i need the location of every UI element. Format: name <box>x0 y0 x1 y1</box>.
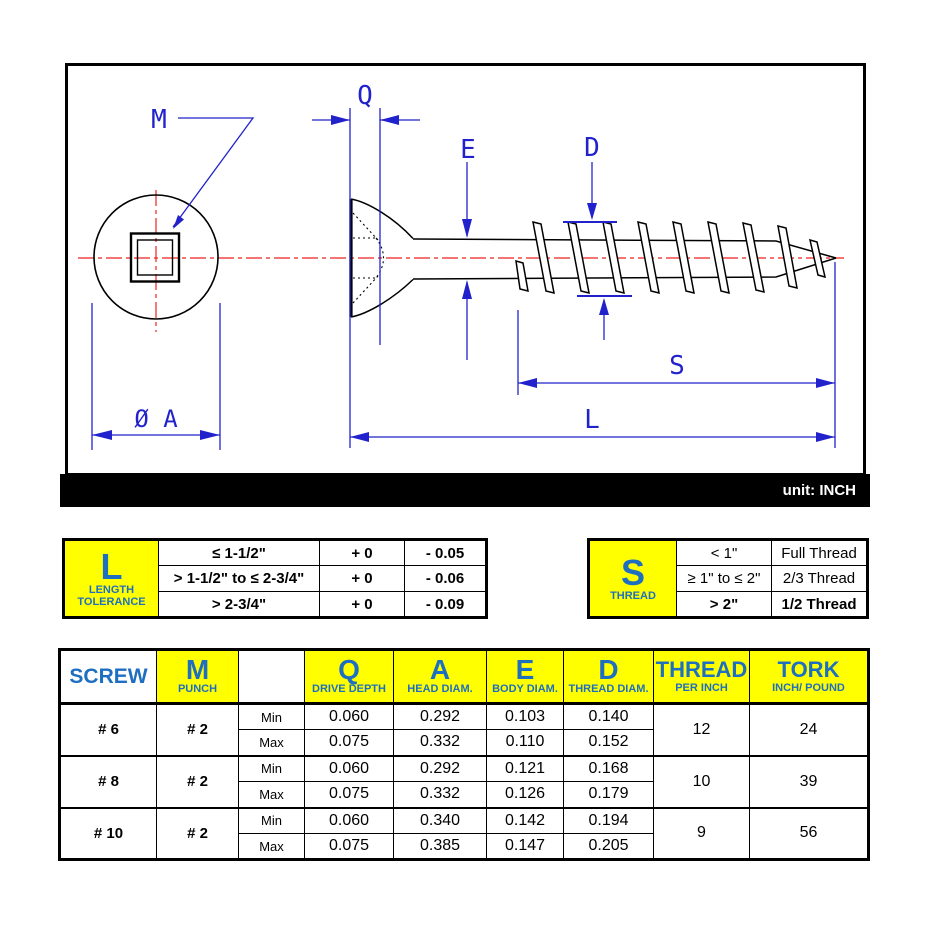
spec-row-10-min <box>60 808 869 834</box>
screw-size: # 6 <box>60 704 157 756</box>
unit-bar <box>60 474 870 507</box>
e-sub: BODY DIAM. <box>492 683 558 695</box>
tork: 56 <box>750 808 869 860</box>
col-header-thread <box>654 650 750 704</box>
tork-letter: TORK <box>777 657 840 682</box>
dim-label-d: D <box>584 133 600 163</box>
l-plus: + 0 <box>320 540 405 566</box>
s-range: < 1" <box>677 540 772 566</box>
col-header-tork <box>750 650 869 704</box>
s-range: > 2" <box>677 592 772 618</box>
screw-size: # 10 <box>60 808 157 860</box>
d-sub: THREAD DIAM. <box>568 683 649 695</box>
l-plus: + 0 <box>320 566 405 592</box>
l-range: > 2-3/4" <box>159 592 320 618</box>
punch-size: # 2 <box>157 704 239 756</box>
a-sub: HEAD DIAM. <box>407 683 473 695</box>
thread-per-inch: 12 <box>654 704 750 756</box>
col-header-m <box>157 650 239 704</box>
min-label: Min <box>239 808 305 834</box>
q-sub: DRIVE DEPTH <box>312 683 386 695</box>
spec-row-8-min <box>60 756 869 782</box>
a-max: 0.332 <box>394 730 487 756</box>
thread-per-inch: 9 <box>654 808 750 860</box>
col-header-blank <box>239 650 305 704</box>
d-min: 0.140 <box>564 704 654 730</box>
punch-size: # 2 <box>157 756 239 808</box>
m-letter: M <box>185 654 210 685</box>
a-min: 0.292 <box>394 704 487 730</box>
thread-per-inch: 10 <box>654 756 750 808</box>
tork: 24 <box>750 704 869 756</box>
min-label: Min <box>239 704 305 730</box>
d-min: 0.168 <box>564 756 654 782</box>
e-min: 0.142 <box>487 808 564 834</box>
dim-label-m: M <box>151 105 167 135</box>
l-range: ≤ 1-1/2" <box>159 540 320 566</box>
length-tolerance-table <box>62 538 488 619</box>
a-min: 0.292 <box>394 756 487 782</box>
l-minus: - 0.05 <box>405 540 487 566</box>
a-max: 0.385 <box>394 834 487 860</box>
s-value: Full Thread <box>772 540 868 566</box>
e-max: 0.147 <box>487 834 564 860</box>
l-minus: - 0.09 <box>405 592 487 618</box>
a-min: 0.340 <box>394 808 487 834</box>
q-letter: Q <box>338 654 360 685</box>
q-min: 0.060 <box>305 704 394 730</box>
punch-size: # 2 <box>157 808 239 860</box>
col-header-d <box>564 650 654 704</box>
max-label: Max <box>239 730 305 756</box>
d-max: 0.179 <box>564 782 654 808</box>
e-min: 0.103 <box>487 704 564 730</box>
d-letter: D <box>598 654 619 685</box>
d-max: 0.205 <box>564 834 654 860</box>
col-header-a <box>394 650 487 704</box>
l-plus: + 0 <box>320 592 405 618</box>
unit-label: unit: INCH <box>782 482 856 499</box>
dim-label-q: Q <box>357 81 373 111</box>
screw-spec-table <box>58 648 870 861</box>
col-header-screw: SCREW <box>69 664 148 688</box>
badge-letter-s: S <box>620 551 645 593</box>
s-range: ≥ 1" to ≤ 2" <box>677 566 772 592</box>
thread-length-table <box>587 538 869 619</box>
dim-label-e: E <box>460 135 476 165</box>
max-label: Max <box>239 782 305 808</box>
badge-title-thread: THREAD <box>610 589 656 602</box>
q-max: 0.075 <box>305 730 394 756</box>
dim-label-s: S <box>669 351 685 381</box>
q-min: 0.060 <box>305 808 394 834</box>
m-sub: PUNCH <box>177 683 218 695</box>
tork: 39 <box>750 756 869 808</box>
col-header-q <box>305 650 394 704</box>
thread-sub: PER INCH <box>675 682 728 694</box>
spec-header-row <box>60 650 869 704</box>
q-min: 0.060 <box>305 756 394 782</box>
e-min: 0.121 <box>487 756 564 782</box>
l-minus: - 0.06 <box>405 566 487 592</box>
max-label: Max <box>239 834 305 860</box>
e-max: 0.126 <box>487 782 564 808</box>
tork-sub: INCH/ POUND <box>772 682 845 694</box>
a-letter: A <box>429 654 451 685</box>
thread-badge <box>589 540 677 618</box>
s-value: 1/2 Thread <box>772 592 868 618</box>
e-max: 0.110 <box>487 730 564 756</box>
drawing-frame <box>67 65 865 475</box>
badge-title-length: LENGTH <box>88 583 135 596</box>
q-max: 0.075 <box>305 782 394 808</box>
l-range: > 1-1/2" to ≤ 2-3/4" <box>159 566 320 592</box>
badge-title-tolerance: TOLERANCE <box>77 595 146 608</box>
col-header-e <box>487 650 564 704</box>
q-max: 0.075 <box>305 834 394 860</box>
dim-label-l: L <box>584 405 600 435</box>
d-max: 0.152 <box>564 730 654 756</box>
min-label: Min <box>239 756 305 782</box>
thread-letter: THREAD <box>655 657 748 682</box>
dim-label-phi-a: Ø A <box>134 405 178 433</box>
screw-size: # 8 <box>60 756 157 808</box>
spec-row-6-min <box>60 704 869 730</box>
s-value: 2/3 Thread <box>772 566 868 592</box>
badge-letter-l: L <box>100 545 123 587</box>
length-tolerance-badge <box>64 540 159 618</box>
d-min: 0.194 <box>564 808 654 834</box>
e-letter: E <box>515 654 535 685</box>
a-max: 0.332 <box>394 782 487 808</box>
